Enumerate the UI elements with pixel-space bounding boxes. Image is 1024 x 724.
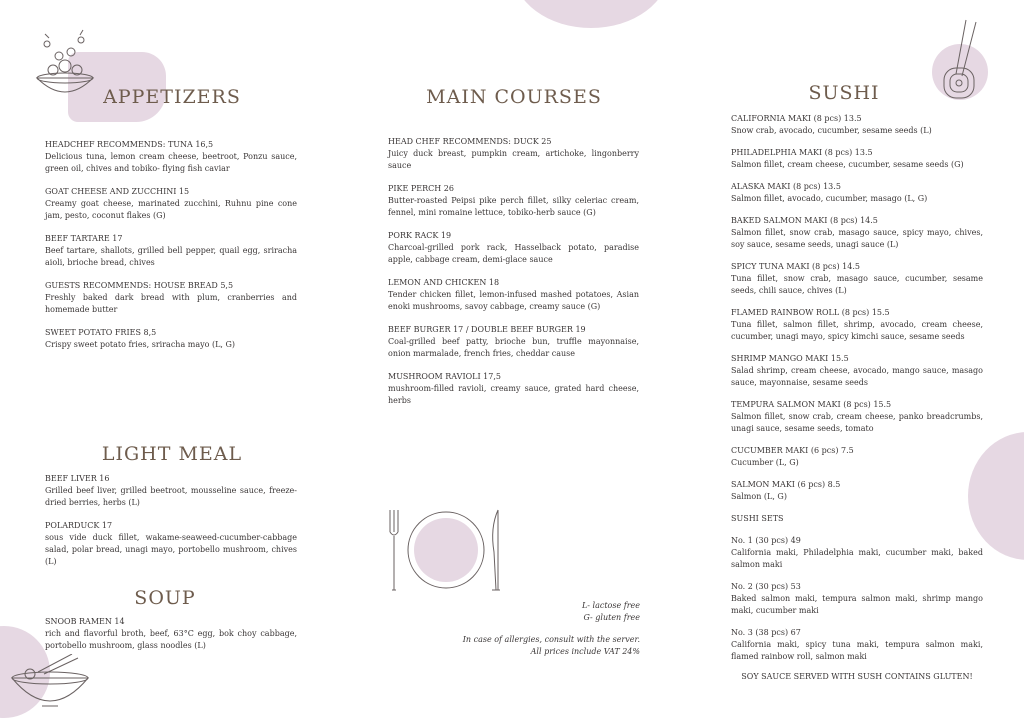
plate-cutlery-icon	[386, 508, 510, 592]
item-description: Salmon fillet, snow crab, masago sauce, spicy mayo, chives, soy sauce, sesame seeds, unagi sauce (L)	[731, 228, 983, 249]
list-item	[731, 479, 983, 503]
appetizers-list	[45, 139, 297, 362]
item-title: No. 2 (30 pcs) 53	[731, 582, 801, 591]
item-title: No. 1 (30 pcs) 49	[731, 536, 801, 545]
item-description: Salmon fillet, avocado, cucumber, masago (L, G)	[731, 194, 928, 203]
item-description: Juicy duck breast, pumpkin cream, artichoke, lingonberry sauce	[388, 149, 639, 170]
item-description: Tuna fillet, salmon fillet, shrimp, avocado, cream cheese, cucumber, unagi mayo, spicy kimchi sauce, sesame seeds	[731, 320, 983, 341]
list-item	[731, 627, 983, 663]
light-meal-heading: LIGHT MEAL	[101, 443, 243, 465]
list-item	[45, 473, 297, 509]
item-description: Snow crab, avocado, cucumber, sesame seeds (L)	[731, 126, 932, 135]
list-item	[388, 371, 639, 407]
item-title: SPICY TUNA MAKI (8 pcs) 14.5	[731, 262, 860, 271]
list-item	[388, 183, 639, 219]
item-description: Crispy sweet potato fries, sriracha mayo (L, G)	[45, 340, 236, 349]
item-title: SWEET POTATO FRIES 8,5	[45, 328, 157, 337]
list-item	[731, 307, 983, 343]
list-item	[731, 353, 983, 389]
item-title: SHRIMP MANGO MAKI 15.5	[731, 354, 849, 363]
item-description: Butter-roasted Peipsi pike perch fillet, silky celeriac cream, fennel, mini romaine lettuce, tobiko-herb sauce (G)	[388, 196, 639, 217]
item-title: BEEF BURGER 17 / DOUBLE BEEF BURGER 19	[388, 325, 586, 334]
list-item	[731, 399, 983, 435]
allergy-notes	[440, 634, 640, 658]
item-description: California maki, spicy tuna maki, tempura salmon maki, flamed rainbow roll, salmon maki	[731, 640, 983, 661]
item-title: CUCUMBER MAKI (6 pcs) 7.5	[731, 446, 854, 455]
list-item	[45, 327, 297, 351]
light-meal-list	[45, 473, 297, 579]
item-description: sous vide duck fillet, wakame-seaweed-cucumber-cabbage salad, polar bread, unagi mayo, portobello mushroom, chives (L)	[45, 533, 297, 566]
sushi-heading: SUSHI	[808, 82, 880, 104]
gluten-note: G- gluten free	[583, 613, 640, 622]
list-item	[731, 261, 983, 297]
list-item	[731, 581, 983, 617]
item-title: HEAD CHEF RECOMMENDS: DUCK 25	[388, 137, 552, 146]
item-title: PHILADELPHIA MAKI (8 pcs) 13.5	[731, 148, 873, 157]
item-title: BEEF LIVER 16	[45, 474, 110, 483]
item-title: SALMON MAKI (6 pcs) 8.5	[731, 480, 841, 489]
sushi-sets-heading: SUSHI SETS	[731, 514, 784, 523]
item-description: Tuna fillet, snow crab, masago sauce, cucumber, sesame seeds, chili sauce, chives (L)	[731, 274, 983, 295]
main-courses-heading: MAIN COURSES	[426, 86, 602, 108]
item-title: SNOOB RAMEN 14	[45, 617, 125, 626]
salad-bowl-icon	[33, 26, 97, 106]
list-item	[731, 147, 983, 171]
list-item	[731, 445, 983, 469]
item-description: Salmon fillet, cream cheese, cucumber, sesame seeds (G)	[731, 160, 964, 169]
item-title: BEEF TARTARE 17	[45, 234, 123, 243]
list-item	[45, 186, 297, 222]
list-item	[45, 616, 297, 652]
item-description: Creamy goat cheese, marinated zucchini, Ruhnu pine cone jam, pesto, coconut flakes (G)	[45, 199, 297, 220]
item-description: mushroom-filled ravioli, creamy sauce, grated hard cheese, herbs	[388, 384, 639, 405]
vat-note: All prices include VAT 24%	[530, 647, 640, 656]
sushi-list	[731, 113, 983, 683]
item-title: BAKED SALMON MAKI (8 pcs) 14.5	[731, 216, 878, 225]
item-title: GOAT CHEESE AND ZUCCHINI 15	[45, 187, 190, 196]
item-title: LEMON AND CHICKEN 18	[388, 278, 500, 287]
item-description: Cucumber (L, G)	[731, 458, 799, 467]
item-description: California maki, Philadelphia maki, cucumber maki, baked salmon maki	[731, 548, 983, 569]
item-title: MUSHROOM RAVIOLI 17,5	[388, 372, 501, 381]
item-title: PORK RACK 19	[388, 231, 452, 240]
soup-heading: SOUP	[134, 587, 196, 609]
list-item	[45, 280, 297, 316]
item-description: Coal-grilled beef patty, brioche bun, truffle mayonnaise, onion marmalade, french fries, cheddar cause	[388, 337, 639, 358]
item-title: POLARDUCK 17	[45, 521, 113, 530]
list-item	[731, 113, 983, 137]
item-description: Charcoal-grilled pork rack, Hasselback potato, paradise apple, cabbage cream, demi-glace sauce	[388, 243, 639, 264]
main-courses-list	[388, 136, 639, 418]
list-item	[388, 136, 639, 172]
item-description: Beef tartare, shallots, grilled bell pepper, quail egg, sriracha aioli, brioche bread, chives	[45, 246, 297, 267]
list-item	[731, 215, 983, 251]
allergy-note: In case of allergies, consult with the server.	[462, 635, 640, 644]
item-description: Tender chicken fillet, lemon-infused mashed potatoes, Asian enoki mushrooms, savoy cabbage, creamy sauce (G)	[388, 290, 639, 311]
item-title: TEMPURA SALMON MAKI (8 pcs) 15.5	[731, 400, 892, 409]
item-description: Salmon fillet, snow crab, cream cheese, panko breadcrumbs, unagi sauce, sesame seeds, tomato	[731, 412, 983, 433]
item-title: ALASKA MAKI (8 pcs) 13.5	[731, 182, 841, 191]
ramen-bowl-icon	[8, 654, 92, 716]
list-item	[388, 277, 639, 313]
item-description: Delicious tuna, lemon cream cheese, beetroot, Ponzu sauce, green oil, chives and tobiko- flying fish caviar	[45, 152, 297, 173]
item-title: PIKE PERCH 26	[388, 184, 454, 193]
sushi-roll-icon	[936, 18, 984, 102]
item-title: FLAMED RAINBOW ROLL (8 pcs) 15.5	[731, 308, 890, 317]
list-item	[45, 139, 297, 175]
list-item	[388, 324, 639, 360]
list-item	[45, 520, 297, 568]
appetizers-heading: APPETIZERS	[103, 86, 241, 108]
decor-blob-top-center	[513, 0, 669, 28]
list-item	[731, 181, 983, 205]
item-description: Freshly baked dark bread with plum, cranberries and homemade butter	[45, 293, 297, 314]
item-title: GUESTS RECOMMENDS: HOUSE BREAD 5,5	[45, 281, 234, 290]
item-description: Salmon (L, G)	[731, 492, 787, 501]
item-description: rich and flavorful broth, beef, 63°C egg, bok choy cabbage, portobello mushroom, glass noodles (L)	[45, 629, 297, 650]
gluten-warning: SOY SAUCE SERVED WITH SUSH CONTAINS GLUTEN!	[741, 672, 973, 681]
soup-list	[45, 616, 297, 663]
list-item	[731, 535, 983, 571]
lactose-note: L- lactose free	[581, 601, 640, 610]
item-title: HEADCHEF RECOMMENDS: TUNA 16,5	[45, 140, 214, 149]
item-description: Salad shrimp, cream cheese, avocado, mango sauce, masago sauce, mayonnaise, sesame seeds	[731, 366, 983, 387]
item-description: Grilled beef liver, grilled beetroot, mousseline sauce, freeze-dried berries, herbs (L)	[45, 486, 297, 507]
diet-legend	[440, 600, 640, 624]
list-item	[45, 233, 297, 269]
item-title: No. 3 (38 pcs) 67	[731, 628, 801, 637]
item-description: Baked salmon maki, tempura salmon maki, shrimp mango maki, cucumber maki	[731, 594, 983, 615]
list-item	[388, 230, 639, 266]
item-title: CALIFORNIA MAKI (8 pcs) 13.5	[731, 114, 862, 123]
